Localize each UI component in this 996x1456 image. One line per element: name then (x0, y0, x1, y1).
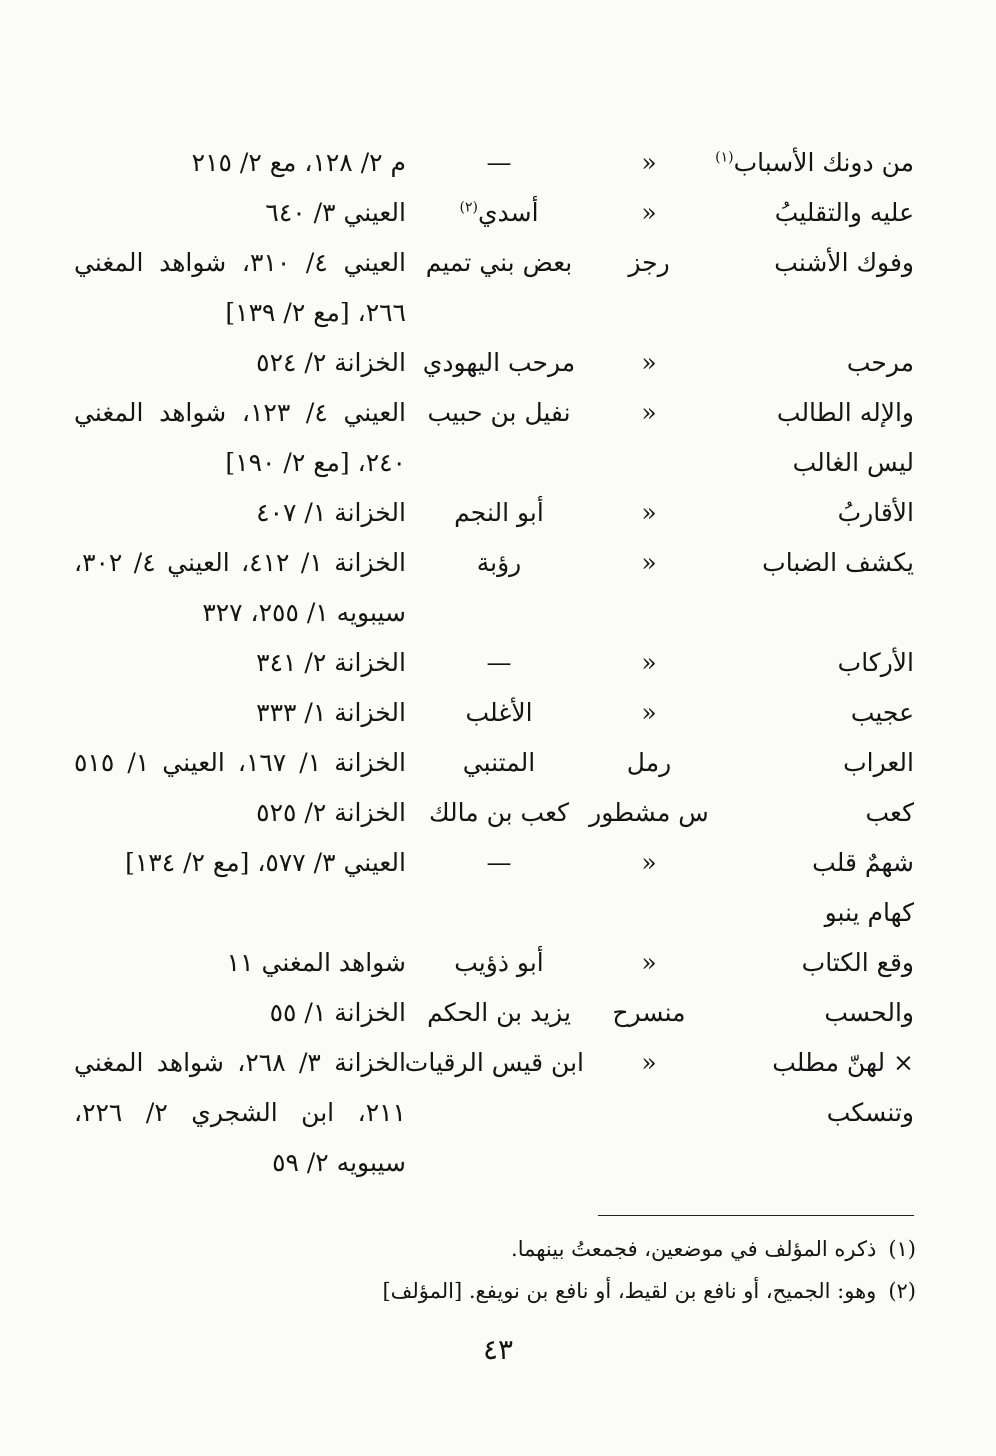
verse-ending: كعب (865, 798, 914, 827)
index-row (74, 938, 914, 988)
verse-ending: شهمٌ قلب (812, 848, 914, 877)
meter (584, 438, 714, 488)
verse-ending: والإله الطالب (776, 398, 914, 427)
verse-ending: يكشف الضباب (762, 548, 914, 577)
verse-ending: وقع الكتاب (801, 948, 914, 977)
source-reference: الخزانة ٣/ ٢٦٨، شواهد المغني (74, 1048, 407, 1077)
verse-ending: الأركاب (837, 648, 914, 677)
index-row (74, 788, 914, 838)
meter: « (641, 198, 657, 227)
meter (584, 288, 714, 338)
verse-ending: العراب (843, 748, 914, 777)
source-reference: شواهد المغني ١١ (226, 948, 406, 977)
footnote-text: وهو: الجميح، أو نافع بن لقيط، أو نافع بن نويفع. [المؤلف] (382, 1279, 877, 1303)
index-row (74, 188, 914, 238)
meter: « (641, 148, 657, 177)
poet: بعض بني تميم (425, 248, 573, 277)
index-row (74, 1038, 914, 1088)
source-reference: الخزانة ١/ ١٦٧، العيني ١/ ٥١٥ (74, 748, 407, 777)
footnotes (216, 1228, 916, 1312)
footnote-text: ذكره المؤلف في موضعين، فجمعتُ بينهما. (511, 1237, 877, 1261)
meter: « (641, 498, 657, 527)
poet (414, 1088, 584, 1138)
footnote-number: (٢) (888, 1279, 916, 1303)
meter: منسرح (612, 998, 686, 1027)
verse-ending: ليس الغالب (792, 448, 914, 477)
source-reference: الخزانة ١/ ٤٠٧ (256, 498, 406, 527)
meter: « (641, 948, 657, 977)
source-reference: سيبويه ١/ ٢٥٥، ٣٢٧ (202, 598, 406, 627)
index-row (74, 238, 914, 288)
index-row (74, 838, 914, 888)
verse-ending: كهام ينبو (824, 898, 914, 927)
poet: ابن قيس الرقيات (404, 1048, 584, 1077)
meter: « (641, 848, 657, 877)
poet (414, 888, 584, 938)
index-row (74, 888, 914, 938)
poet: — (486, 848, 512, 877)
footnote-marker[interactable]: (٢) (459, 199, 478, 216)
index-row (74, 738, 914, 788)
poet: الأغلب (465, 698, 533, 727)
source-reference: الخزانة ٢/ ٣٤١ (256, 648, 406, 677)
meter (584, 1088, 714, 1138)
page-number: ٤٣ (482, 1333, 514, 1366)
index-row (74, 438, 914, 488)
meter: « (641, 1048, 657, 1077)
index-row (74, 1138, 914, 1188)
source-reference: الخزانة ١/ ٥٥ (269, 998, 406, 1027)
source-reference: الخزانة ٢/ ٥٢٤ (256, 348, 406, 377)
poet: المتنبي (462, 748, 536, 777)
verse-ending: الأقاربُ (837, 498, 914, 527)
meter: « (641, 398, 657, 427)
source-reference: سيبويه ٢/ ٥٩ (272, 1148, 406, 1177)
meter (584, 588, 714, 638)
poet (414, 1138, 584, 1188)
index-row (74, 988, 914, 1038)
meter: رمل (626, 748, 672, 777)
poet: كعب بن مالك (428, 798, 570, 827)
poet: — (486, 148, 512, 177)
verse-ending: × لهنّ مطلب (772, 1048, 914, 1077)
verse-ending: عليه والتقليبُ (774, 198, 914, 227)
meter (584, 888, 714, 938)
footnote-marker[interactable]: (١) (715, 149, 734, 166)
poet: نفيل بن حبيب (427, 398, 571, 427)
poet: مرحب اليهودي (422, 348, 576, 377)
poet: أبو ذؤيب (454, 948, 544, 977)
index-row (74, 588, 914, 638)
footnote-number: (١) (888, 1237, 916, 1261)
index-row (74, 488, 914, 538)
verse-ending: عجيب (850, 698, 914, 727)
footnote (216, 1228, 916, 1270)
meter: « (641, 698, 657, 727)
meter: « (641, 548, 657, 577)
footnote-separator (598, 1215, 914, 1216)
index-row (74, 638, 914, 688)
meter: « (641, 648, 657, 677)
poet (414, 588, 584, 638)
verse-ending: مرحب (846, 348, 914, 377)
source-reference: الخزانة ١/ ٣٣٣ (256, 698, 406, 727)
index-row (74, 338, 914, 388)
source-reference: ٢٤٠، [مع ٢/ ١٩٠] (225, 448, 406, 477)
source-reference: الخزانة ١/ ٤١٢، العيني ٤/ ٣٠٢، (74, 548, 407, 577)
meter: رجز (628, 248, 670, 277)
source-reference: ٢٦٦، [مع ٢/ ١٣٩] (225, 298, 406, 327)
index-row (74, 138, 914, 188)
meter: « (641, 348, 657, 377)
verse-index-table (74, 138, 914, 1188)
poet: رؤبة (476, 548, 522, 577)
verse-ending: من دونك الأسباب$^{(١)}$ (715, 148, 914, 177)
source-reference: العيني ٤/ ١٢٣، شواهد المغني (74, 398, 407, 427)
footnote (216, 1270, 916, 1312)
index-row (74, 1088, 914, 1138)
verse-ending: وتنسكب (826, 1098, 914, 1127)
verse-ending: وفوك الأشنب (774, 248, 914, 277)
poet: أبو النجم (454, 498, 544, 527)
source-reference: العيني ٣/ ٦٤٠ (265, 198, 406, 227)
index-row (74, 388, 914, 438)
poet: — (486, 648, 512, 677)
verse-ending: والحسب (824, 998, 914, 1027)
poet (414, 288, 584, 338)
poet: أسدي$^{(٢)}$ (459, 198, 539, 227)
index-row (74, 688, 914, 738)
source-reference: ٢١١، ابن الشجري ٢/ ٢٢٦، (74, 1098, 406, 1127)
source-reference: العيني ٣/ ٥٧٧، [مع ٢/ ١٣٤] (125, 848, 406, 877)
index-row (74, 538, 914, 588)
meter: س مشطور (589, 798, 709, 827)
poet: يزيد بن الحكم (427, 998, 571, 1027)
index-row (74, 288, 914, 338)
meter (584, 1138, 714, 1188)
source-reference: الخزانة ٢/ ٥٢٥ (256, 798, 406, 827)
source-reference: م ٢/ ١٢٨، مع ٢/ ٢١٥ (191, 148, 406, 177)
poet (414, 438, 584, 488)
source-reference: العيني ٤/ ٣١٠، شواهد المغني (74, 248, 407, 277)
